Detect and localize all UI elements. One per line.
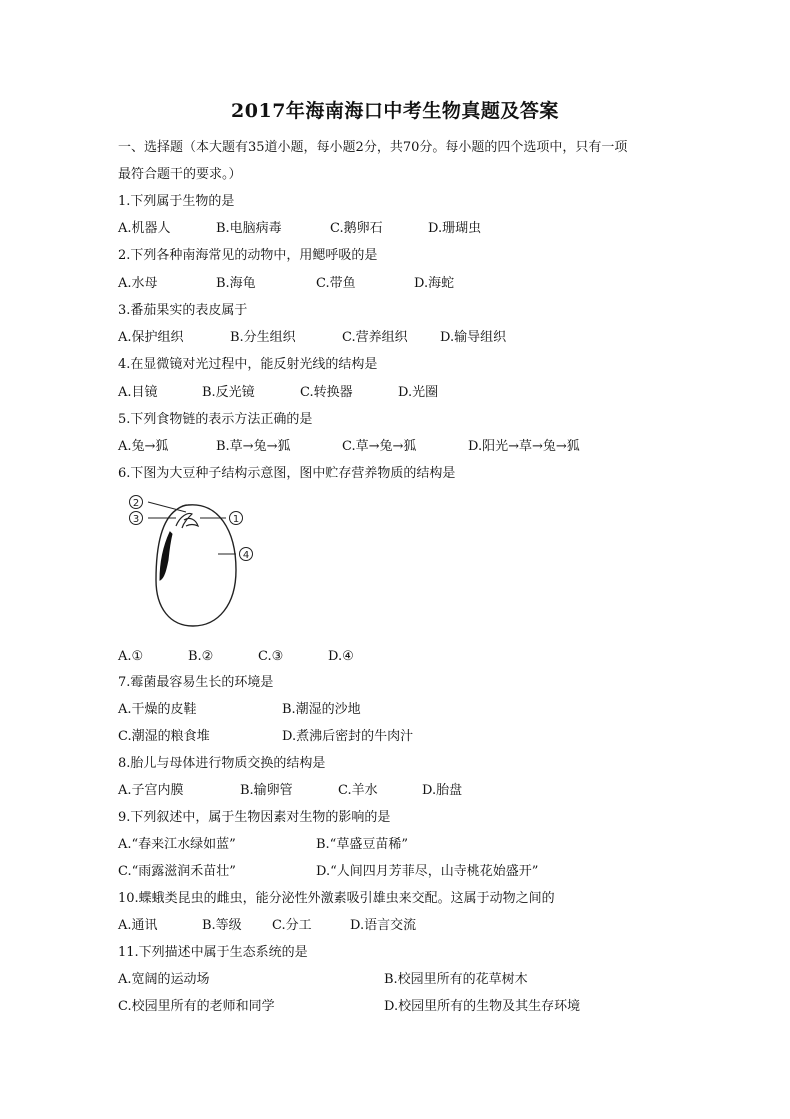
question-7-option-d: D.煮沸后密封的牛肉汁 (282, 729, 414, 744)
question-5-option-d: D.阳光→草→兔→狐 (468, 439, 580, 454)
question-stem-3: 3.番茄果实的表皮属于 (118, 303, 248, 318)
question-7-option-b: B.潮湿的沙地 (282, 702, 361, 717)
soybean-seed-diagram (118, 490, 268, 635)
question-4-option-d: D.光圈 (398, 385, 439, 400)
question-1-option-b: B.电脑病毒 (216, 221, 282, 236)
radicle-shape (160, 532, 172, 580)
question-5-option-c: C.草→兔→狐 (342, 439, 417, 454)
question-7-option-a: A.干燥的皮鞋 (118, 702, 197, 717)
question-11-option-c: C.校园里所有的老师和同学 (118, 999, 275, 1014)
question-2-option-a: A.水母 (118, 276, 158, 291)
question-1-option-a: A.机器人 (118, 221, 171, 236)
question-9-option-b: B.“草盛豆苗稀” (316, 837, 408, 852)
question-6-option-a: A.① (118, 649, 144, 664)
question-8-option-a: A.子宫内膜 (118, 783, 184, 798)
question-4-option-c: C.转换器 (300, 385, 353, 400)
question-stem-5: 5.下列食物链的表示方法正确的是 (118, 412, 313, 427)
question-8-option-c: C.羊水 (338, 783, 378, 798)
question-8-option-b: B.输卵管 (240, 783, 293, 798)
question-2-option-d: D.海蛇 (414, 276, 455, 291)
label-3-digit: 3 (132, 514, 140, 525)
question-10-option-d: D.语言交流 (350, 918, 417, 933)
section-instruction-line1: 一、选择题（本大题有35道小题，每小题2分，共70分。每小题的四个选项中，只有一项 (118, 140, 628, 155)
question-stem-8: 8.胎儿与母体进行物质交换的结构是 (118, 756, 326, 771)
page-title: 2017年海南海口中考生物真题及答案 (231, 100, 559, 122)
question-5-option-b: B.草→兔→狐 (216, 439, 291, 454)
question-4-option-a: A.目镜 (118, 385, 158, 400)
question-9-option-c: C.“雨露滋润禾苗壮” (118, 864, 236, 879)
question-9-option-d: D.“人间四月芳菲尽，山寺桃花始盛开” (316, 864, 539, 879)
question-7-option-c: C.潮湿的粮食堆 (118, 729, 210, 744)
question-8-option-d: D.胎盘 (422, 783, 463, 798)
question-2-option-b: B.海龟 (216, 276, 256, 291)
question-stem-1: 1.下列属于生物的是 (118, 194, 235, 209)
question-6-option-c: C.③ (258, 649, 284, 664)
question-6-option-d: D.④ (328, 649, 354, 664)
label-4-digit: 4 (242, 550, 250, 561)
question-stem-2: 2.下列各种南海常见的动物中，用鳃呼吸的是 (118, 248, 378, 263)
question-1-option-c: C.鹅卵石 (330, 221, 383, 236)
question-4-option-b: B.反光镜 (202, 385, 255, 400)
question-stem-10: 10.蝶蛾类昆虫的雌虫，能分泌性外激素吸引雄虫来交配。这属于动物之间的 (118, 891, 555, 906)
question-10-option-c: C.分工 (272, 918, 312, 933)
question-3-option-c: C.营养组织 (342, 330, 408, 345)
question-stem-7: 7.霉菌最容易生长的环境是 (118, 675, 274, 690)
question-10-option-a: A.通讯 (118, 918, 158, 933)
question-stem-6: 6.下图为大豆种子结构示意图，图中贮存营养物质的结构是 (118, 466, 456, 481)
question-10-option-b: B.等级 (202, 918, 242, 933)
question-stem-4: 4.在显微镜对光过程中，能反射光线的结构是 (118, 357, 378, 372)
question-3-option-d: D.输导组织 (440, 330, 507, 345)
question-1-option-d: D.珊瑚虫 (428, 221, 482, 236)
question-9-option-a: A.“春来江水绿如蓝” (118, 837, 236, 852)
question-2-option-c: C.带鱼 (316, 276, 356, 291)
label-2-digit: 2 (132, 498, 140, 509)
question-11-option-d: D.校园里所有的生物及其生存环境 (384, 999, 581, 1014)
question-3-option-a: A.保护组织 (118, 330, 184, 345)
question-11-option-a: A.宽阔的运动场 (118, 972, 210, 987)
plumule-shape (176, 514, 198, 529)
question-5-option-a: A.兔→狐 (118, 439, 169, 454)
label-1-digit: 1 (232, 514, 240, 525)
question-stem-11: 11.下列描述中属于生态系统的是 (118, 945, 308, 960)
question-stem-9: 9.下列叙述中，属于生物因素对生物的影响的是 (118, 810, 391, 825)
section-instruction-line2: 最符合题干的要求。） (118, 167, 242, 182)
question-3-option-b: B.分生组织 (230, 330, 296, 345)
question-6-option-b: B.② (188, 649, 214, 664)
question-11-option-b: B.校园里所有的花草树木 (384, 972, 528, 987)
